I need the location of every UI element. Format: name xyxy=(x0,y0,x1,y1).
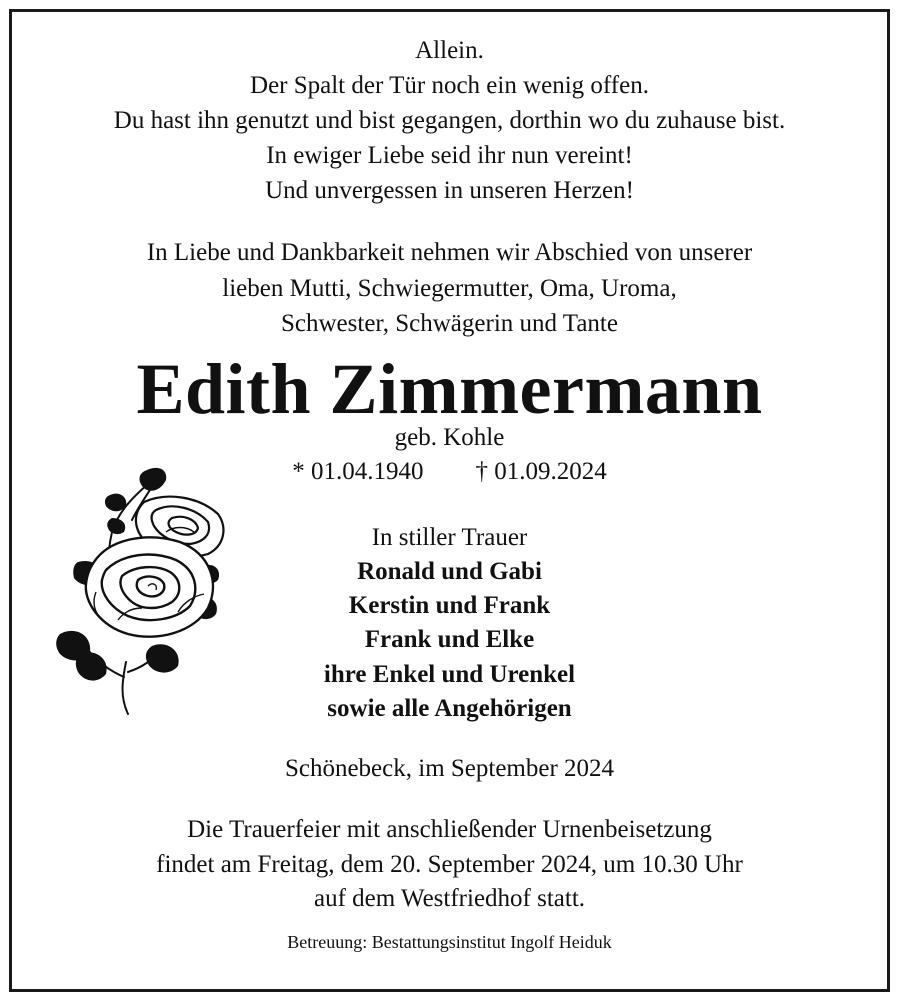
intro-line: Schwester, Schwägerin und Tante xyxy=(281,310,618,337)
birth-date: * 01.04.1940 xyxy=(292,458,424,485)
farewell-intro xyxy=(0,235,899,342)
poem-line: Und unvergessen in unseren Herzen! xyxy=(265,177,634,204)
poem-line: Der Spalt der Tür noch ein wenig offen. xyxy=(250,72,649,99)
mourning-heading: In stiller Trauer xyxy=(371,524,528,551)
place-and-date: Schönebeck, im September 2024 xyxy=(284,755,615,782)
mourner-name: Kerstin und Frank xyxy=(348,592,551,620)
deceased-name: Edith Zimmermann xyxy=(136,349,763,429)
poem-line: In ewiger Liebe seid ihr nun vereint! xyxy=(266,142,633,169)
poem-line: Allein. xyxy=(415,37,484,64)
mourner-name: Ronald und Gabi xyxy=(357,558,542,585)
intro-line: In Liebe und Dankbarkeit nehmen wir Abschied von unserer xyxy=(146,239,753,266)
ceremony-line: auf dem Westfriedhof statt. xyxy=(313,885,586,912)
funeral-home-credit: Betreuung: Bestattungsinstitut Ingolf Heiduk xyxy=(287,932,612,952)
poem-line: Du hast ihn genutzt und bist gegangen, dorthin wo du zuhause bist. xyxy=(113,107,786,134)
mourner-name: sowie alle Angehörigen xyxy=(327,694,572,722)
poem-verse xyxy=(0,33,899,208)
ceremony-line: Die Trauerfeier mit anschließender Urnenbeisetzung xyxy=(187,816,712,843)
death-date: † 01.09.2024 xyxy=(475,458,607,485)
birth-name: geb. Kohle xyxy=(394,424,505,451)
mourner-name: ihre Enkel und Urenkel xyxy=(323,660,576,688)
intro-line: lieben Mutti, Schwiegermutter, Oma, Uroma, xyxy=(222,274,677,302)
ceremony-info xyxy=(0,813,899,917)
ceremony-line: findet am Freitag, dem 20. September 2024, um 10.30 Uhr xyxy=(156,850,743,878)
mourners-list xyxy=(0,555,899,726)
mourner-name: Frank und Elke xyxy=(364,626,535,654)
